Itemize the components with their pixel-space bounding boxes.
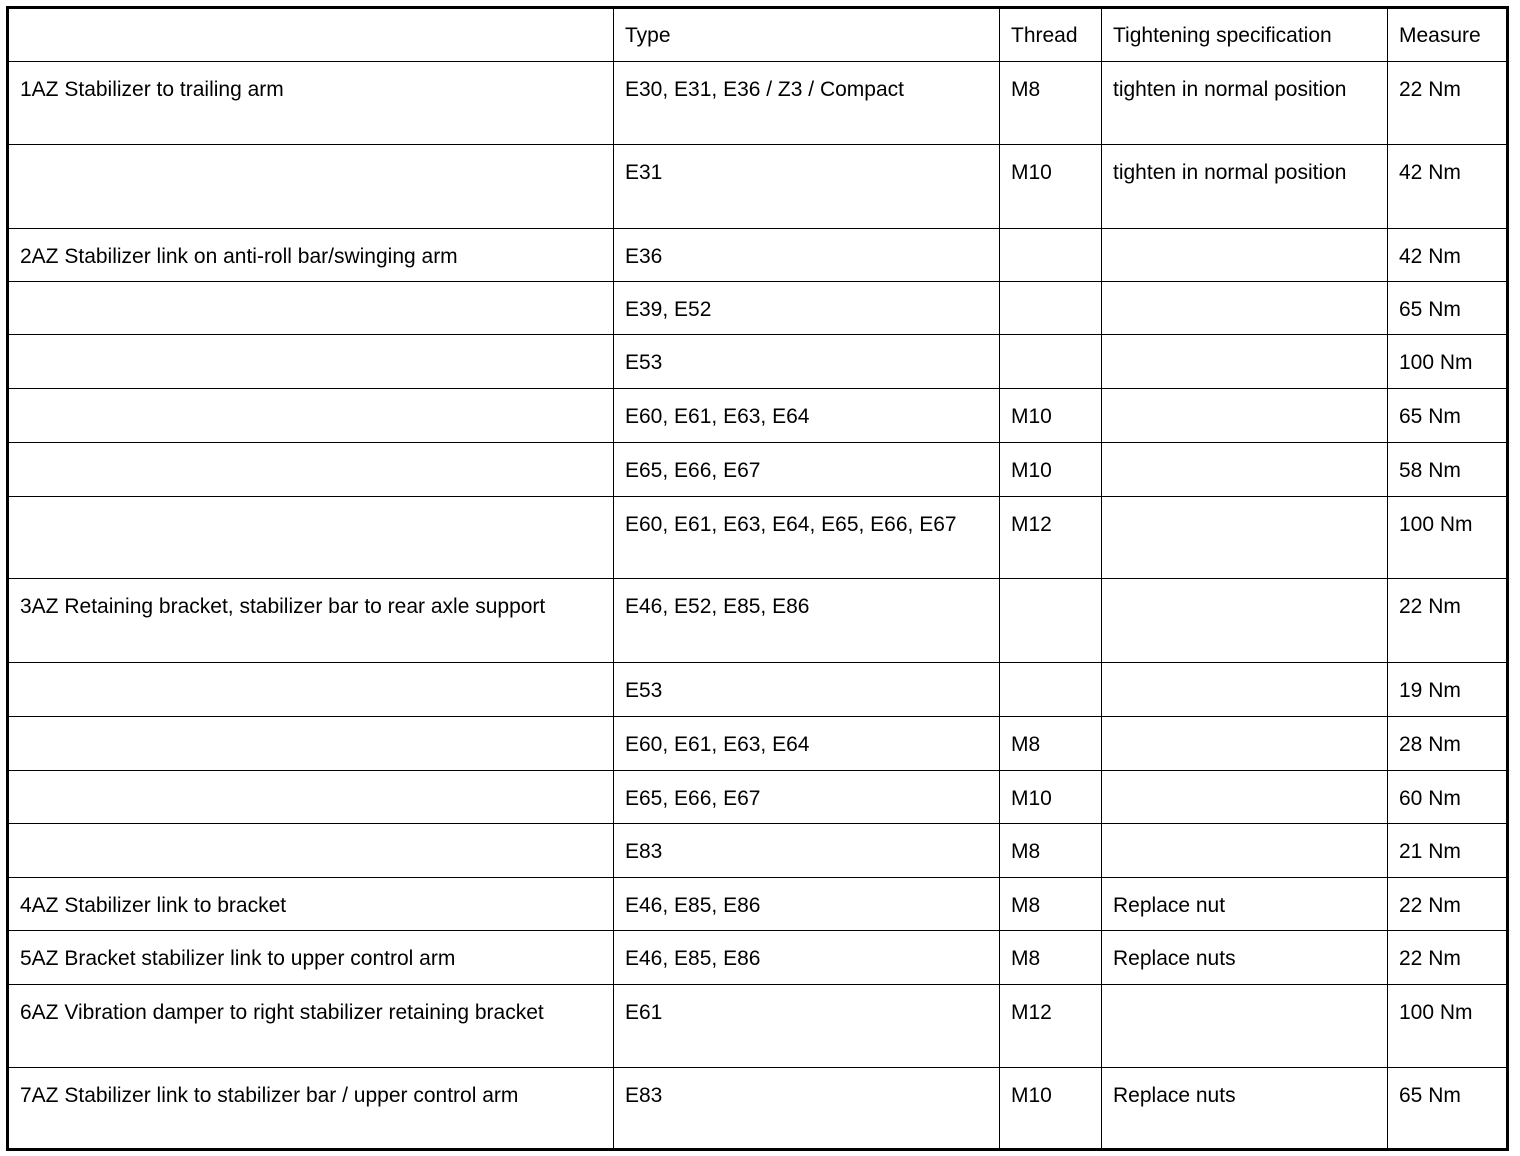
cell-type: E30, E31, E36 / Z3 / Compact [614,62,1000,145]
cell-spec: Replace nuts [1102,1068,1388,1150]
cell-measure: 65 Nm [1388,1068,1508,1150]
table-row [8,1068,1508,1150]
cell-item [8,443,614,497]
cell-item: 7AZ Stabilizer link to stabilizer bar / upper control arm [8,1068,614,1150]
cell-measure: 28 Nm [1388,717,1508,771]
cell-spec [1102,717,1388,771]
cell-type: E31 [614,145,1000,229]
cell-spec [1102,663,1388,717]
cell-measure: 65 Nm [1388,389,1508,443]
cell-spec: tighten in normal position [1102,145,1388,229]
cell-type: E60, E61, E63, E64 [614,389,1000,443]
table-row [8,443,1508,497]
cell-thread: M8 [1000,62,1102,145]
table-row [8,824,1508,878]
cell-thread [1000,229,1102,282]
table-row [8,878,1508,931]
cell-item: 2AZ Stabilizer link on anti-roll bar/swinging arm [8,229,614,282]
cell-thread: M8 [1000,878,1102,931]
cell-thread [1000,282,1102,335]
cell-thread [1000,335,1102,389]
cell-thread: M10 [1000,389,1102,443]
cell-measure: 22 Nm [1388,878,1508,931]
cell-measure: 42 Nm [1388,229,1508,282]
table-row [8,335,1508,389]
cell-spec [1102,282,1388,335]
table-row [8,717,1508,771]
cell-item: 4AZ Stabilizer link to bracket [8,878,614,931]
cell-item [8,771,614,824]
cell-measure: 19 Nm [1388,663,1508,717]
cell-spec [1102,229,1388,282]
header-item [8,8,614,62]
cell-thread: M8 [1000,824,1102,878]
table-row [8,579,1508,663]
cell-item [8,663,614,717]
cell-item [8,282,614,335]
cell-type: E36 [614,229,1000,282]
torque-spec-table [6,6,1509,1151]
cell-spec: Replace nut [1102,878,1388,931]
header-spec: Tightening specification [1102,8,1388,62]
cell-measure: 21 Nm [1388,824,1508,878]
cell-type: E53 [614,663,1000,717]
table-row [8,229,1508,282]
cell-spec [1102,443,1388,497]
cell-spec [1102,389,1388,443]
table-row [8,389,1508,443]
cell-thread: M10 [1000,145,1102,229]
cell-item: 3AZ Retaining bracket, stabilizer bar to rear axle support [8,579,614,663]
cell-measure: 100 Nm [1388,335,1508,389]
table-row [8,985,1508,1068]
cell-type: E60, E61, E63, E64, E65, E66, E67 [614,497,1000,579]
cell-spec: Replace nuts [1102,931,1388,985]
cell-measure: 60 Nm [1388,771,1508,824]
cell-spec [1102,824,1388,878]
cell-thread: M10 [1000,1068,1102,1150]
cell-measure: 100 Nm [1388,497,1508,579]
cell-measure: 22 Nm [1388,931,1508,985]
header-type: Type [614,8,1000,62]
cell-type: E46, E85, E86 [614,878,1000,931]
cell-item: 1AZ Stabilizer to trailing arm [8,62,614,145]
cell-item [8,497,614,579]
cell-spec [1102,497,1388,579]
cell-type: E53 [614,335,1000,389]
cell-item [8,717,614,771]
cell-spec [1102,335,1388,389]
cell-item: 5AZ Bracket stabilizer link to upper control arm [8,931,614,985]
cell-type: E83 [614,1068,1000,1150]
cell-type: E83 [614,824,1000,878]
cell-thread: M10 [1000,771,1102,824]
cell-type: E61 [614,985,1000,1068]
cell-item [8,335,614,389]
cell-thread: M12 [1000,985,1102,1068]
table-row [8,931,1508,985]
cell-measure: 100 Nm [1388,985,1508,1068]
cell-thread: M8 [1000,931,1102,985]
cell-spec [1102,771,1388,824]
cell-thread: M8 [1000,717,1102,771]
cell-thread [1000,579,1102,663]
header-row [8,8,1508,62]
table-row [8,771,1508,824]
header-measure: Measure [1388,8,1508,62]
table-row [8,282,1508,335]
cell-spec [1102,579,1388,663]
cell-thread [1000,663,1102,717]
table-row [8,62,1508,145]
cell-item [8,145,614,229]
cell-type: E65, E66, E67 [614,443,1000,497]
table-row [8,497,1508,579]
cell-item: 6AZ Vibration damper to right stabilizer retaining bracket [8,985,614,1068]
cell-measure: 42 Nm [1388,145,1508,229]
cell-thread: M10 [1000,443,1102,497]
cell-item [8,389,614,443]
cell-thread: M12 [1000,497,1102,579]
cell-measure: 58 Nm [1388,443,1508,497]
cell-type: E39, E52 [614,282,1000,335]
cell-measure: 22 Nm [1388,62,1508,145]
cell-spec [1102,985,1388,1068]
cell-type: E65, E66, E67 [614,771,1000,824]
cell-type: E46, E52, E85, E86 [614,579,1000,663]
header-thread: Thread [1000,8,1102,62]
cell-measure: 65 Nm [1388,282,1508,335]
cell-measure: 22 Nm [1388,579,1508,663]
cell-type: E60, E61, E63, E64 [614,717,1000,771]
table-row [8,145,1508,229]
cell-spec: tighten in normal position [1102,62,1388,145]
cell-item [8,824,614,878]
table-row [8,663,1508,717]
cell-type: E46, E85, E86 [614,931,1000,985]
